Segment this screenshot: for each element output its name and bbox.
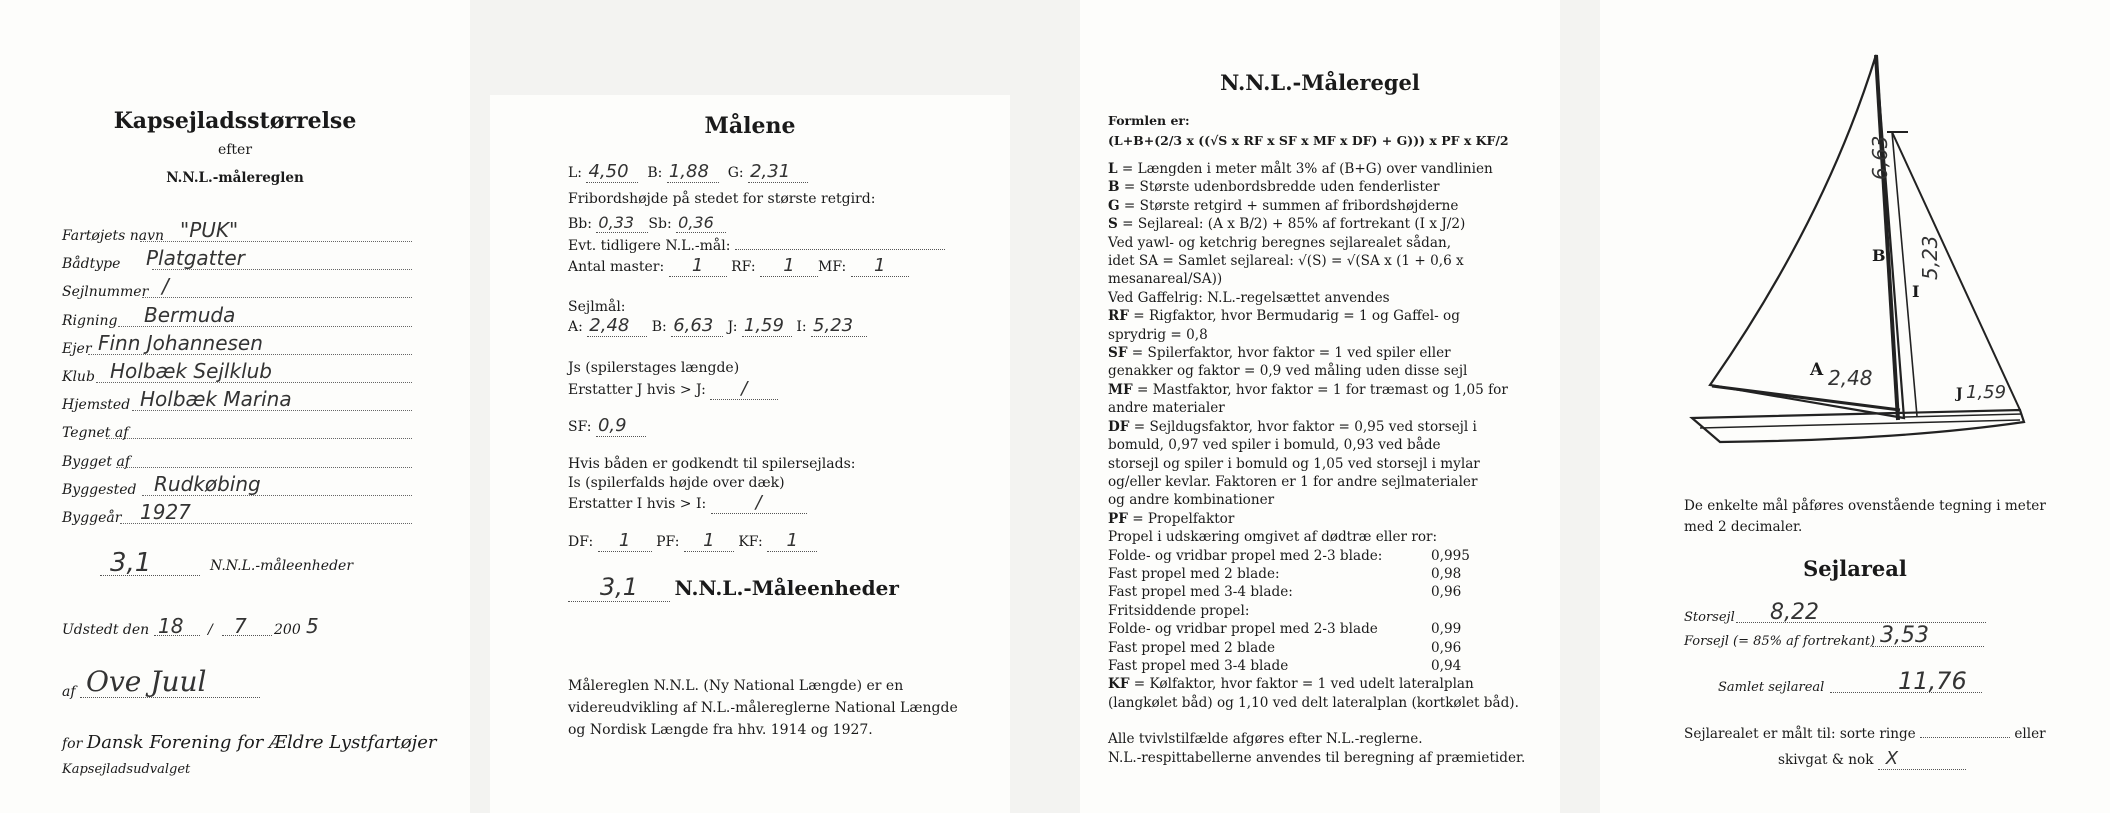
kf-text: = Kølfaktor, hvor faktor = 1 ved udelt lateralplan bbox=[1129, 676, 1474, 693]
field-value: 1927 bbox=[140, 500, 191, 524]
definition-line bbox=[1108, 491, 1548, 509]
field-value: Rudkøbing bbox=[154, 471, 261, 496]
foresail-value: 3,53 bbox=[1880, 623, 1929, 648]
definition-text: og/eller kevlar. Faktoren er 1 for andre sejlmaterialer bbox=[1108, 473, 1478, 490]
js-row bbox=[568, 378, 778, 400]
drawing-note-2: med 2 decimaler. bbox=[1684, 519, 1803, 535]
certificate-panel bbox=[0, 0, 470, 813]
definition-line bbox=[1108, 270, 1548, 288]
definition-key: PF bbox=[1108, 510, 1128, 527]
field-label: Byggested bbox=[62, 481, 137, 498]
definition-text: = Største retgird + summen af fribordshøjderne bbox=[1119, 197, 1459, 214]
bb-label: Bb: bbox=[568, 216, 592, 232]
field-value: Holbæk Marina bbox=[140, 387, 292, 412]
lbg-row bbox=[568, 161, 808, 183]
rf-value: 1 bbox=[760, 255, 818, 277]
field-line bbox=[106, 438, 412, 439]
sb-label: Sb: bbox=[648, 216, 672, 232]
field-row bbox=[62, 331, 412, 359]
definition-line bbox=[1108, 381, 1548, 399]
rule-description-line: Målereglen N.N.L. (Ny National Længde) er en bbox=[568, 678, 904, 694]
field-label: Hjemsted bbox=[62, 397, 131, 414]
issued-month: 7 bbox=[234, 614, 247, 638]
field-row bbox=[62, 472, 412, 500]
j-label: J: bbox=[727, 319, 738, 335]
sail-area-title: Sejlareal bbox=[1803, 556, 1907, 581]
definition-text: genakker og faktor = 0,9 ved måling uden disse sejl bbox=[1108, 363, 1468, 380]
propeller-row bbox=[1108, 583, 1548, 601]
certificate-subtitle-rule: N.N.L.-målereglen bbox=[166, 170, 304, 186]
committee-name: Kapsejladsudvalget bbox=[62, 762, 191, 777]
a-label: A: bbox=[568, 319, 583, 335]
measurement-units-row bbox=[568, 573, 899, 602]
definition-text: Propel i udskæring omgivet af dødtræ eller ror: bbox=[1108, 529, 1438, 546]
propeller-label: Folde- og vridbar propel med 2-3 blade: bbox=[1108, 547, 1383, 564]
field-row bbox=[62, 500, 412, 528]
certificate-title: Kapsejladsstørrelse bbox=[113, 108, 357, 134]
b-label: B: bbox=[647, 165, 663, 181]
free-propeller-label: Fritsiddende propel: bbox=[1108, 602, 1250, 619]
definition-text: og andre kombinationer bbox=[1108, 492, 1275, 509]
measured-or: eller bbox=[2014, 726, 2046, 742]
mf-label: MF: bbox=[818, 259, 847, 275]
field-label: Tegnet af bbox=[62, 425, 129, 442]
definition-key: RF bbox=[1108, 308, 1129, 325]
definition-line bbox=[1108, 197, 1548, 215]
freeboard-text: Fribordshøjde på stedet for største retgird: bbox=[568, 191, 876, 207]
sail-area-panel bbox=[1600, 0, 2110, 813]
mainsail-label: Storsejl bbox=[1684, 610, 1735, 625]
pf-label: PF: bbox=[656, 534, 680, 550]
masts-value: 1 bbox=[669, 255, 727, 277]
propeller-value: 0,96 bbox=[1431, 639, 1462, 656]
definition-text: andre materialer bbox=[1108, 400, 1225, 417]
kf-definition bbox=[1108, 675, 1548, 693]
g-label: G: bbox=[727, 165, 744, 181]
g-value: 2,31 bbox=[748, 161, 808, 183]
df-label: DF: bbox=[568, 534, 594, 550]
measured-row bbox=[1684, 726, 2046, 742]
freeboard-row bbox=[568, 213, 726, 233]
definition-line bbox=[1108, 510, 1548, 528]
definition-line bbox=[1108, 344, 1548, 362]
j-value: 1,59 bbox=[742, 315, 792, 337]
units-label: N.N.L.-måleenheder bbox=[210, 558, 354, 574]
drawing-a-value: 2,48 bbox=[1828, 366, 1873, 390]
drawing-i-letter: I bbox=[1912, 282, 1920, 301]
masts-row bbox=[568, 255, 909, 277]
propeller-row bbox=[1108, 639, 1548, 657]
definition-text: = Længden i meter målt 3% af (B+G) over vandlinien bbox=[1117, 161, 1493, 177]
definition-text: idet SA = Samlet sejlareal: √(S) = √(SA x (1 + 0,6 x bbox=[1108, 253, 1464, 270]
propeller-row bbox=[1108, 620, 1548, 638]
js-replace-label: Erstatter J hvis > J: bbox=[568, 382, 706, 398]
closing-line-1: Alle tvivlstilfælde afgøres efter N.L.-reglerne. bbox=[1108, 731, 1423, 748]
mainsail-value: 8,22 bbox=[1770, 600, 1819, 625]
field-row bbox=[62, 359, 412, 387]
rule-description-line: og Nordisk Længde fra hhv. 1914 og 1927. bbox=[568, 722, 873, 738]
mf-value: 1 bbox=[851, 255, 909, 277]
drawing-j-value: 1,59 bbox=[1966, 382, 2007, 403]
units-value: 3,1 bbox=[110, 548, 152, 578]
signature-by-label: af bbox=[62, 684, 76, 700]
sf-label: SF: bbox=[568, 419, 592, 435]
kf-key: KF bbox=[1108, 676, 1130, 693]
definition-text: Ved Gaffelrig: N.L.-regelsættet anvendes bbox=[1108, 289, 1390, 306]
propeller-value: 0,99 bbox=[1431, 621, 1462, 638]
org-name: Dansk Forening for Ældre Lystfartøjer bbox=[86, 732, 437, 753]
drawing-i-value: 5,23 bbox=[1918, 235, 1942, 280]
definition-line bbox=[1108, 326, 1548, 344]
field-value: Platgatter bbox=[146, 246, 245, 271]
drawing-j-letter: J bbox=[1956, 386, 1963, 402]
formula: (L+B+(2/3 x ((√S x RF x SF x MF x DF) + G))) x PF x KF/2 bbox=[1108, 133, 1509, 148]
is-row bbox=[568, 492, 807, 514]
kf-label: KF: bbox=[738, 534, 763, 550]
definition-key: MF bbox=[1108, 381, 1133, 398]
total-area-row bbox=[1718, 666, 2018, 698]
pf-value: 1 bbox=[684, 530, 734, 552]
propeller-row bbox=[1108, 565, 1548, 583]
field-row bbox=[62, 218, 412, 246]
definition-line bbox=[1108, 418, 1548, 436]
org-prefix: for bbox=[62, 736, 83, 752]
definition-text: sprydrig = 0,8 bbox=[1108, 326, 1208, 343]
bb-value: 0,33 bbox=[596, 213, 648, 233]
sf-row bbox=[568, 415, 646, 437]
propeller-value: 0,98 bbox=[1431, 565, 1462, 582]
is-value: / bbox=[711, 492, 807, 514]
measurement-units-label: N.N.L.-Måleenheder bbox=[674, 576, 899, 600]
factors-row bbox=[568, 530, 817, 552]
rf-label: RF: bbox=[731, 259, 756, 275]
propeller-value: 0,94 bbox=[1431, 657, 1462, 674]
definition-line bbox=[1108, 215, 1548, 233]
definition-text: bomuld, 0,97 ved spiler i bomuld, 0,93 ved både bbox=[1108, 437, 1441, 454]
issued-year-prefix: 200 bbox=[274, 622, 301, 638]
measurements-title: Målene bbox=[704, 113, 796, 139]
org-row bbox=[62, 732, 436, 753]
definition-text: mesanareal/SA)) bbox=[1108, 271, 1223, 288]
definition-text: = Spilerfaktor, hvor faktor = 1 ved spiler eller bbox=[1127, 345, 1451, 362]
i-value: 5,23 bbox=[811, 315, 867, 337]
signature-row bbox=[62, 660, 282, 704]
measurements-panel bbox=[490, 95, 1010, 813]
definition-line bbox=[1108, 455, 1548, 473]
signature: Ove Juul bbox=[86, 665, 207, 698]
df-value: 1 bbox=[598, 530, 652, 552]
definition-line bbox=[1108, 178, 1548, 196]
measured-label: Sejlarealet er målt til: sorte ringe bbox=[1684, 726, 1916, 742]
units-row bbox=[100, 548, 420, 580]
definition-text: Ved yawl- og ketchrig beregnes sejlarealet sådan, bbox=[1108, 234, 1452, 251]
spinnaker-text-1: Hvis båden er godkendt til spilersejlads: bbox=[568, 456, 856, 472]
sail-title: Sejlmål: bbox=[568, 299, 626, 315]
certificate-subtitle: efter bbox=[217, 142, 253, 158]
rule-description bbox=[568, 675, 958, 741]
issued-label: Udstedt den bbox=[62, 622, 150, 638]
i-label: I: bbox=[796, 319, 807, 335]
definition-line bbox=[1108, 252, 1548, 270]
closing-line-2: N.L.-respittabellerne anvendes til beregning af præmietider. bbox=[1108, 749, 1526, 766]
propeller-row bbox=[1108, 547, 1548, 565]
previous-label: Evt. tidligere N.L.-mål: bbox=[568, 238, 731, 254]
field-label: Ejer bbox=[62, 340, 92, 357]
field-row bbox=[62, 246, 412, 274]
sail-b-label: B: bbox=[651, 319, 667, 335]
definition-line bbox=[1108, 289, 1548, 307]
foresail-label: Forsejl (= 85% af fortrekant) bbox=[1684, 634, 1876, 649]
formula-label: Formlen er: bbox=[1108, 113, 1190, 128]
marks-value: X bbox=[1878, 748, 1966, 770]
issued-row: Udstedt den 18 / 7 200 5 bbox=[62, 614, 319, 638]
propeller-label: Fast propel med 2 blade: bbox=[1108, 565, 1280, 582]
definition-text: = Mastfaktor, hvor faktor = 1 for træmast og 1,05 for bbox=[1132, 381, 1508, 398]
field-value: "PUK" bbox=[180, 218, 239, 242]
is-replace-label: Erstatter I hvis > I: bbox=[568, 496, 707, 512]
field-value: Finn Johannesen bbox=[98, 330, 263, 355]
definition-text: = Sejlareal: (A x B/2) + 85% af fortrekant (I x J/2) bbox=[1117, 216, 1466, 233]
definition-line bbox=[1108, 160, 1548, 178]
propeller-label: Fast propel med 3-4 blade bbox=[1108, 657, 1289, 674]
masts-label: Antal master: bbox=[568, 259, 665, 275]
definition-key: G bbox=[1108, 197, 1120, 214]
total-area-value: 11,76 bbox=[1898, 667, 1967, 695]
definition-line bbox=[1108, 234, 1548, 252]
marks-label: skivgat & nok bbox=[1778, 752, 1874, 768]
measurement-units-value: 3,1 bbox=[568, 573, 670, 602]
field-label: Fartøjets navn bbox=[62, 228, 165, 244]
definition-line bbox=[1108, 362, 1548, 380]
propeller-value: 0,96 bbox=[1431, 584, 1462, 601]
field-label: Sejlnummer bbox=[62, 284, 149, 301]
rule-description-line: videreudvikling af N.L.-målereglerne National Længde bbox=[568, 700, 958, 716]
definition-line bbox=[1108, 399, 1548, 417]
a-value: 2,48 bbox=[587, 315, 647, 337]
definition-key: DF bbox=[1108, 418, 1130, 435]
propeller-label: Folde- og vridbar propel med 2-3 blade bbox=[1108, 621, 1378, 638]
definition-text: = Propelfaktor bbox=[1127, 510, 1235, 527]
previous-row bbox=[568, 238, 945, 254]
foresail-row bbox=[1684, 624, 1984, 652]
rule-panel bbox=[1080, 0, 1560, 813]
field-value: Holbæk Sejlklub bbox=[110, 359, 272, 383]
field-row bbox=[62, 387, 412, 415]
drawing-b-letter: B bbox=[1872, 246, 1886, 265]
field-value: Bermuda bbox=[144, 302, 236, 327]
field-row bbox=[62, 444, 412, 472]
issued-year-suffix: 5 bbox=[306, 614, 319, 638]
field-value: / bbox=[162, 274, 169, 299]
definition-text: = Rigfaktor, hvor Bermudarig = 1 og Gaffel- og bbox=[1128, 308, 1460, 325]
definition-key: B bbox=[1108, 179, 1120, 196]
definition-key: L bbox=[1108, 161, 1118, 177]
field-label: Byggeår bbox=[62, 510, 122, 526]
js-text: Js (spilerstages længde) bbox=[568, 360, 740, 376]
definitions bbox=[1108, 160, 1548, 767]
field-line bbox=[142, 297, 412, 298]
kf-value: 1 bbox=[767, 530, 817, 552]
definition-line bbox=[1108, 473, 1548, 491]
sail-row bbox=[568, 315, 867, 337]
rule-title: N.N.L.-Måleregel bbox=[1220, 70, 1420, 95]
definition-line bbox=[1108, 307, 1548, 325]
definition-text: = Største udenbordsbredde uden fenderlister bbox=[1119, 179, 1440, 196]
propeller-value: 0,995 bbox=[1431, 547, 1470, 564]
sf-value: 0,9 bbox=[596, 415, 646, 437]
drawing-a-letter: A bbox=[1810, 360, 1824, 380]
field-label: Bådtype bbox=[62, 256, 121, 273]
field-label: Klub bbox=[62, 369, 95, 385]
js-value: / bbox=[710, 378, 778, 400]
definition-key: SF bbox=[1108, 345, 1128, 362]
propeller-row bbox=[1108, 657, 1548, 675]
boat-drawing bbox=[1600, 0, 2110, 470]
sb-value: 0,36 bbox=[676, 213, 726, 233]
propeller-label: Fast propel med 2 blade bbox=[1108, 639, 1276, 656]
sail-b-value: 6,63 bbox=[671, 315, 723, 337]
definition-key: S bbox=[1108, 216, 1118, 233]
field-label: Bygget af bbox=[62, 453, 131, 470]
field-row bbox=[62, 274, 412, 302]
l-label: L: bbox=[568, 165, 583, 181]
field-row bbox=[62, 303, 412, 331]
drawing-b-value: 6,63 bbox=[1868, 135, 1892, 180]
kf-text-2: (langkølet båd) og 1,10 ved delt lateralplan (kortkølet båd). bbox=[1108, 694, 1519, 711]
total-area-label: Samlet sejlareal bbox=[1718, 680, 1825, 695]
definition-text: = Sejldugsfaktor, hvor faktor = 0,95 ved storsejl i bbox=[1129, 418, 1477, 435]
drawing-note-1: De enkelte mål påføres ovenstående tegning i meter bbox=[1684, 498, 2046, 514]
definition-text: storsejl og spiler i bomuld og 1,05 ved storsejl i mylar bbox=[1108, 455, 1480, 472]
b-value: 1,88 bbox=[667, 161, 719, 183]
definition-line bbox=[1108, 436, 1548, 454]
spinnaker-text-2: Is (spilerfalds højde over dæk) bbox=[568, 475, 785, 491]
field-label: Rigning bbox=[62, 312, 118, 329]
marks-row bbox=[1778, 748, 1966, 770]
l-value: 4,50 bbox=[586, 161, 638, 183]
propeller-label: Fast propel med 3-4 blade: bbox=[1108, 584, 1293, 601]
field-line bbox=[116, 467, 412, 468]
field-row bbox=[62, 415, 412, 443]
issued-day: 18 bbox=[158, 614, 184, 638]
definition-line bbox=[1108, 528, 1548, 546]
